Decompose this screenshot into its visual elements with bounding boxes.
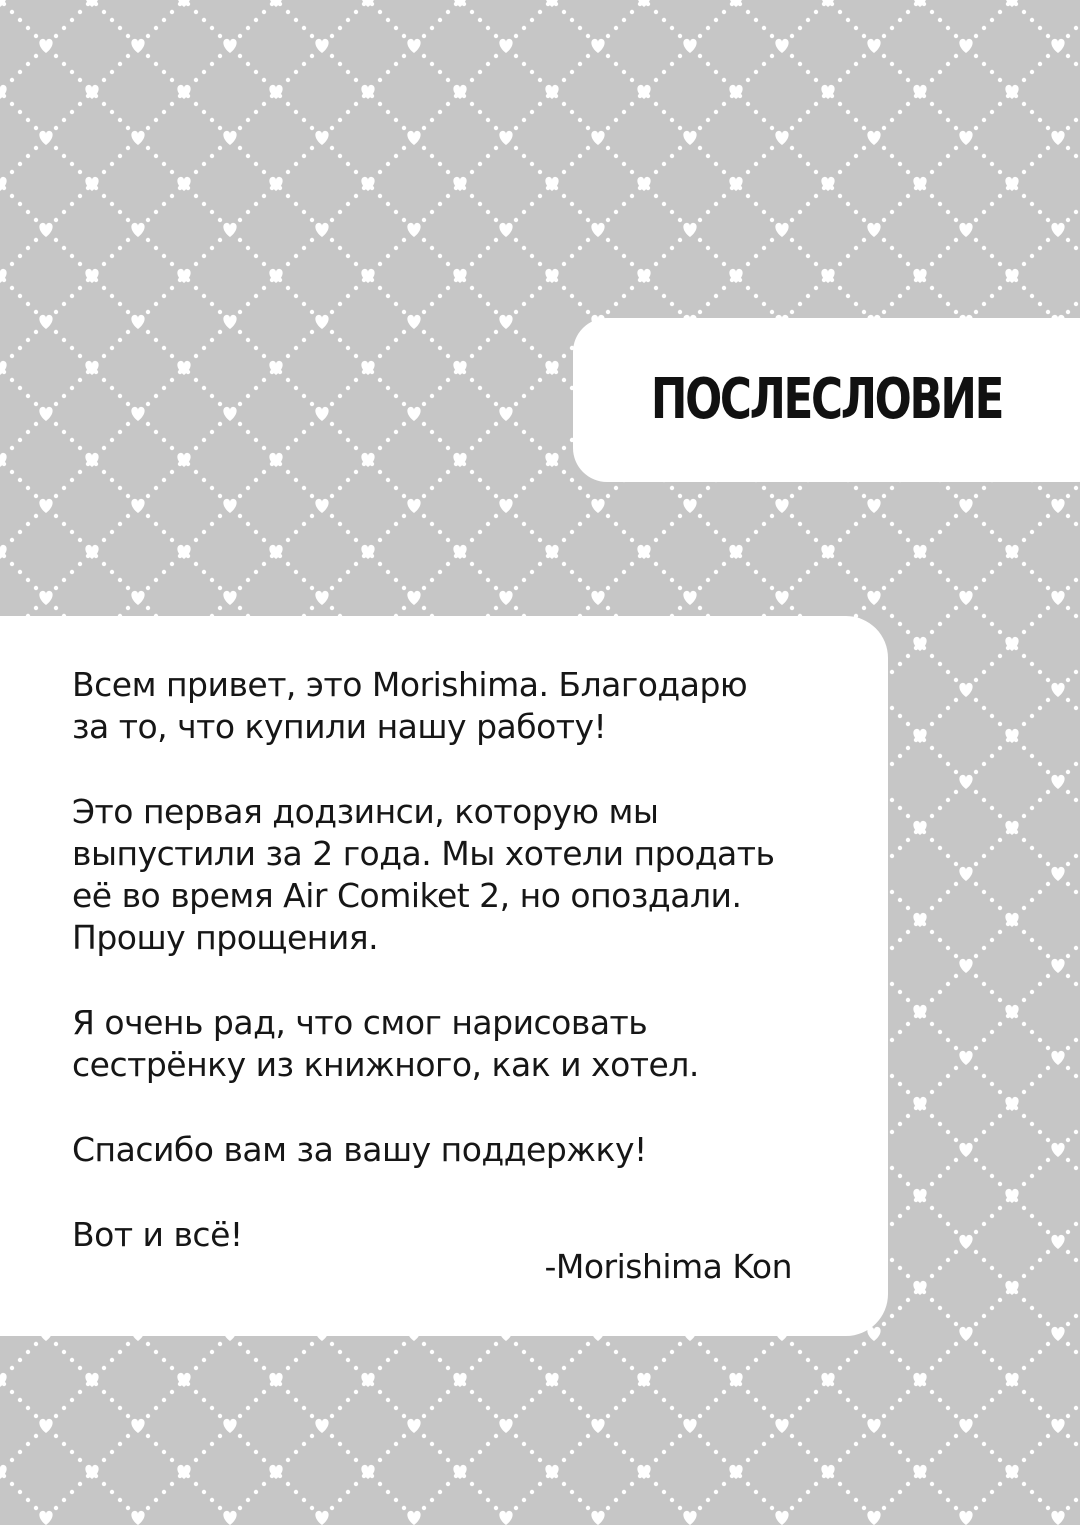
paragraph-greeting: Всем привет, это Morishima. Благодарю за то, что купили нашу работу! [72,665,748,746]
paragraph-thanks: Спасибо вам за вашу поддержку! [72,1130,647,1169]
page-title: ПОСЛЕСЛОВИЕ [650,367,1003,432]
paragraph-first-doujinshi: Это первая додзинси, которую мы выпустили за 2 года. Мы хотели продать eё во время Air Comiket 2, но опоздали. Прошу прощения. [72,792,775,957]
paragraph-closing: Вот и всё! [72,1215,243,1254]
title-card [573,318,1080,482]
afterword-text [72,664,832,1299]
author-signature: -Morishima Kon [544,1247,792,1286]
paragraph-drawing: Я очень рад, что смог нарисовать сестрёнку из книжного, как и хотел. [72,1003,699,1084]
